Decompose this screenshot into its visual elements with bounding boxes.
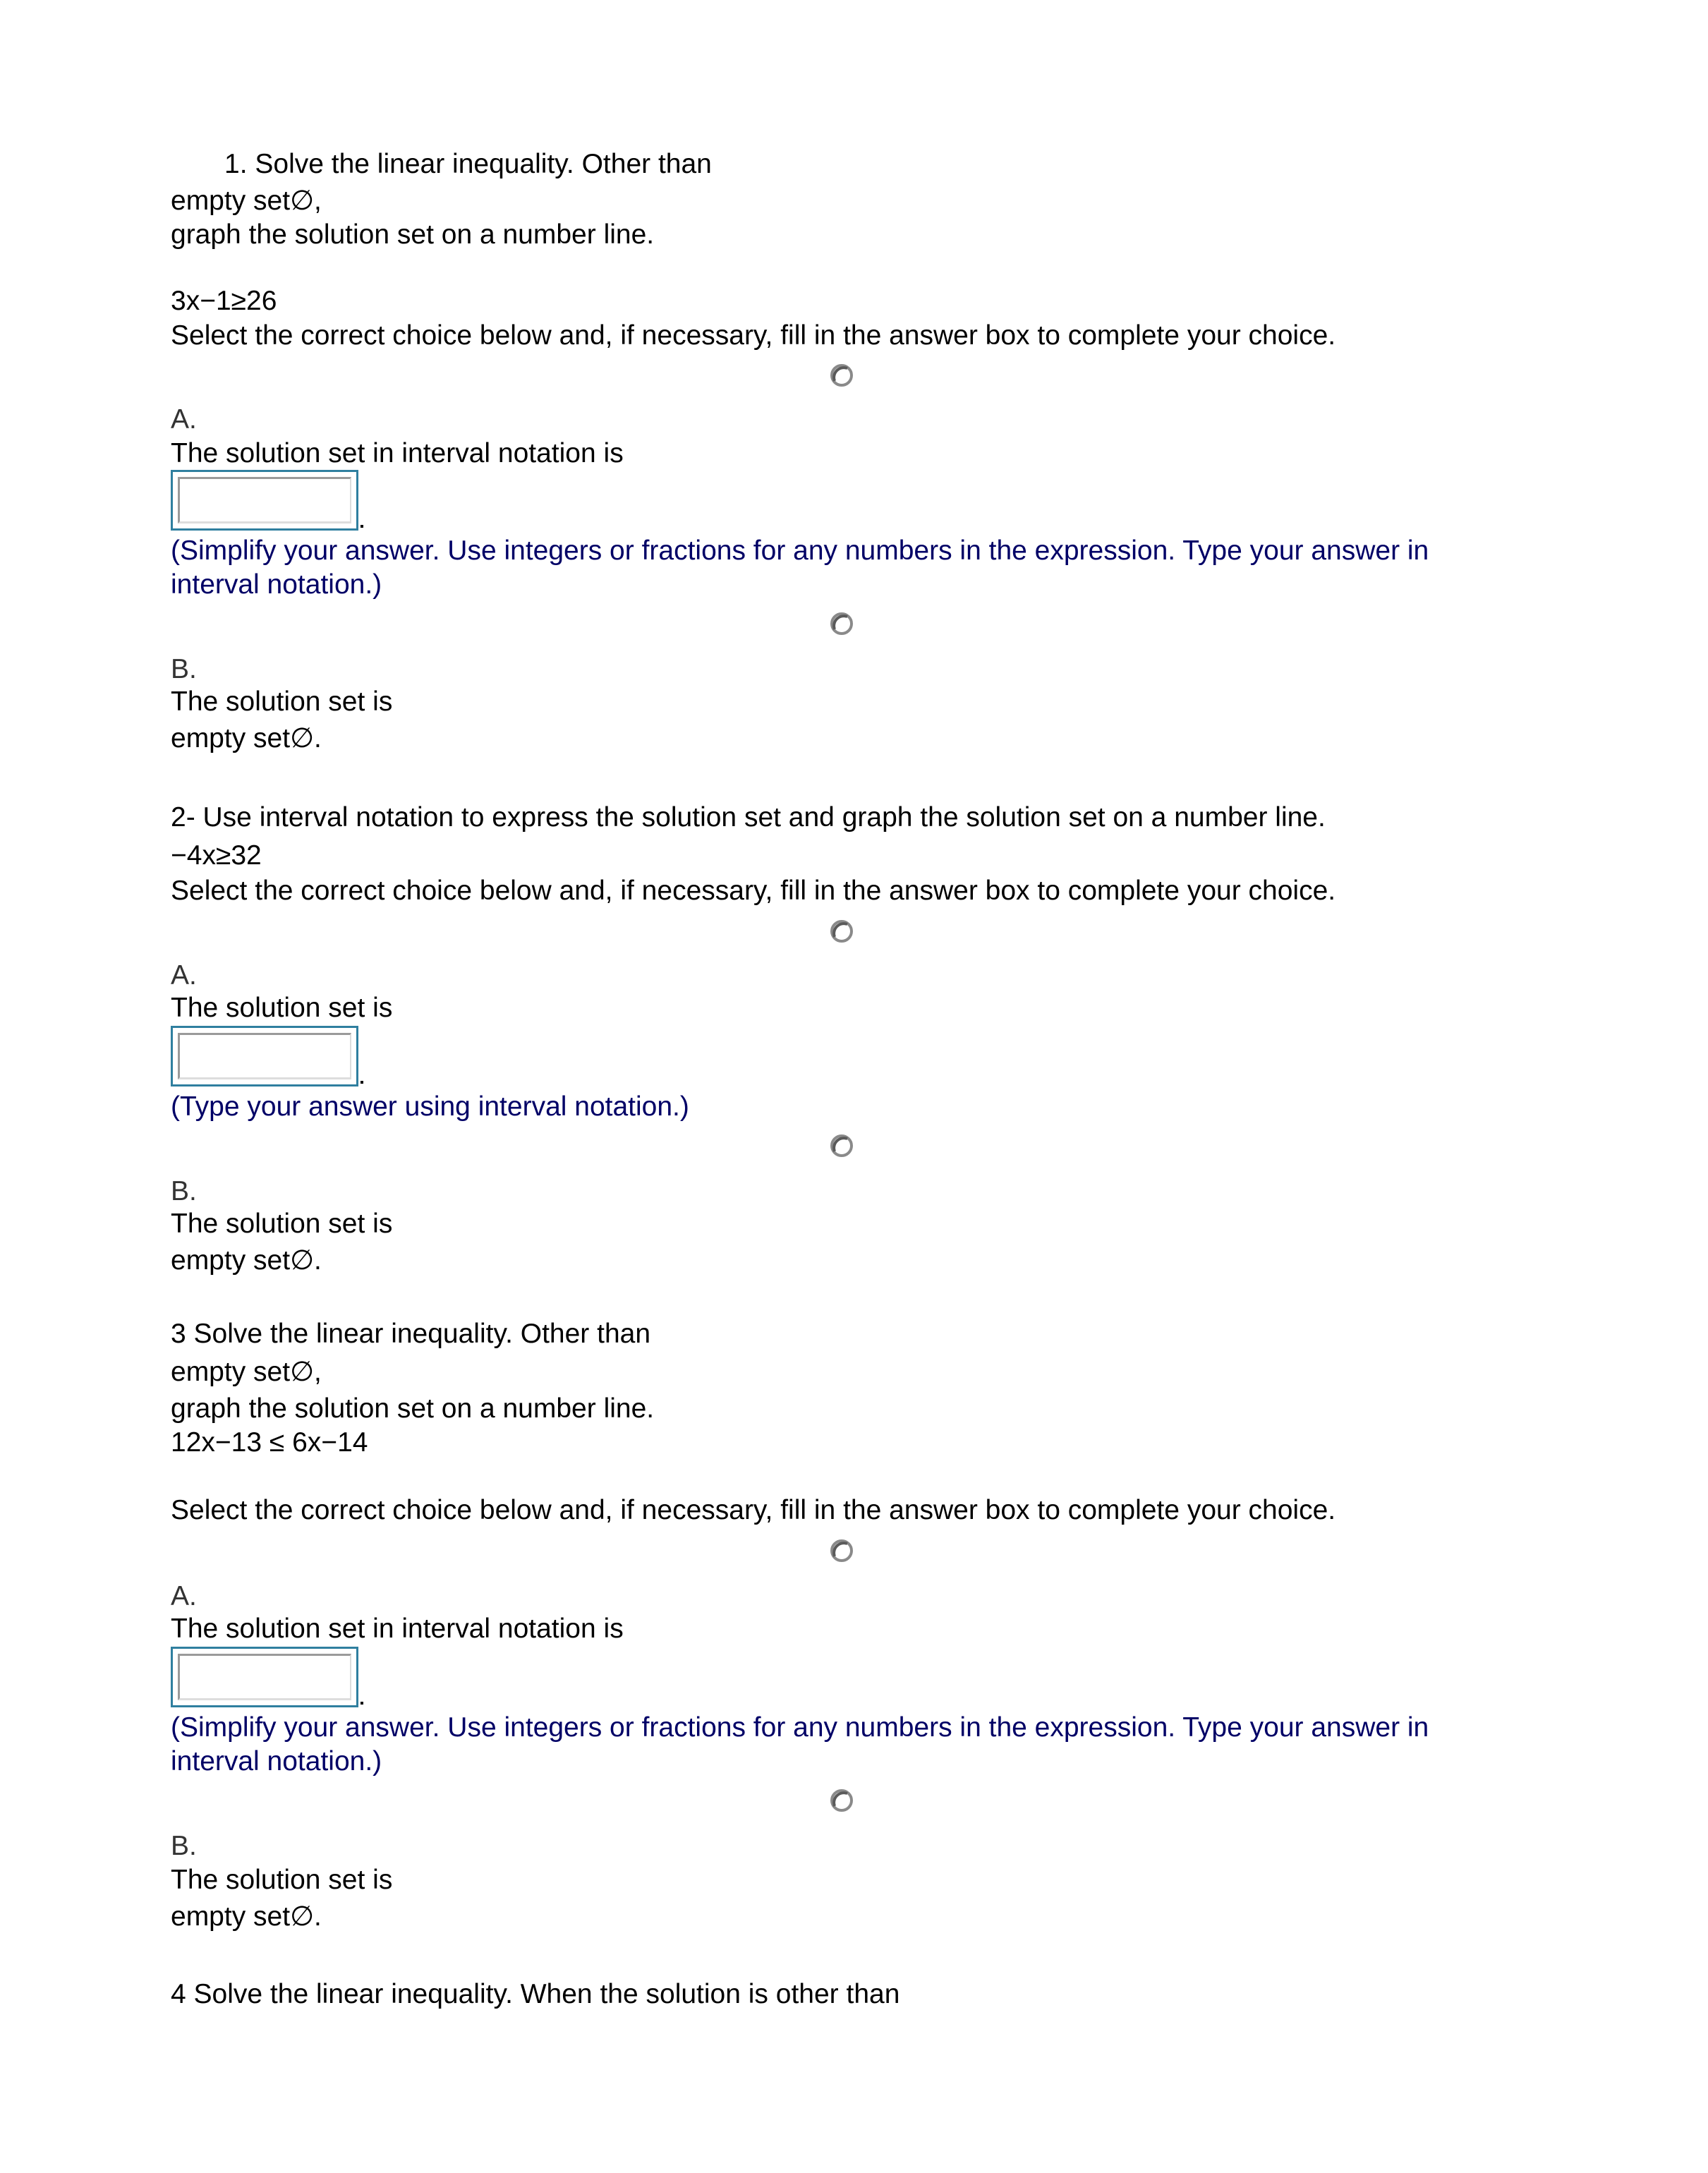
q3-choice-a-letter: A.: [171, 1581, 197, 1611]
q1-prompt-line1: 1. Solve the linear inequality. Other than: [224, 149, 712, 179]
q1-prompt-line3: graph the solution set on a number line.: [171, 219, 655, 250]
q1-choice-b-text: The solution set is: [171, 686, 393, 717]
q2-instruction: Select the correct choice below and, if necessary, fill in the answer box to complete your choice.: [171, 876, 1336, 906]
q2-answer-box[interactable]: [171, 1026, 358, 1086]
q3-instruction: Select the correct choice below and, if necessary, fill in the answer box to complete your choice.: [171, 1495, 1336, 1525]
q3-prompt-line1: 3 Solve the linear inequality. Other than: [171, 1319, 651, 1349]
q1-inequality: 3x−1≥26: [171, 286, 277, 316]
q1-choice-b-value: empty set∅.: [171, 723, 322, 753]
q3-answer-box[interactable]: [171, 1647, 358, 1707]
q3-choice-b-letter: B.: [171, 1831, 197, 1861]
q2-answer-input[interactable]: [180, 1035, 350, 1077]
q2-inequality: −4x≥32: [171, 840, 262, 871]
q2-answer-input-frame: [178, 1033, 351, 1079]
q3-choice-a-hint-line2: interval notation.): [171, 1746, 382, 1776]
q3-prompt-line2: empty set∅,: [171, 1357, 322, 1387]
q2-choice-a-radio-icon[interactable]: [829, 919, 854, 944]
q1-choice-a-radio-icon[interactable]: [829, 363, 854, 388]
q2-choice-a-text: The solution set is: [171, 993, 393, 1023]
q3-answer-input-frame: [178, 1654, 351, 1700]
q3-answer-period: [361, 1702, 363, 1705]
q1-answer-input-frame: [178, 477, 351, 523]
q1-choice-a-text: The solution set in interval notation is: [171, 438, 624, 468]
q1-choice-a-letter: A.: [171, 404, 197, 435]
q1-instruction: Select the correct choice below and, if necessary, fill in the answer box to complete your choice.: [171, 320, 1336, 351]
q1-answer-period: [361, 525, 363, 528]
q3-choice-b-radio-icon[interactable]: [829, 1788, 854, 1813]
q2-answer-period: [361, 1081, 363, 1084]
q3-choice-a-hint-line1: (Simplify your answer. Use integers or fractions for any numbers in the expression. Type your answer in: [171, 1712, 1429, 1743]
q1-choice-b-radio-icon[interactable]: [829, 611, 854, 636]
q1-answer-input[interactable]: [180, 479, 350, 521]
q1-choice-b-letter: B.: [171, 654, 197, 684]
q2-choice-b-letter: B.: [171, 1176, 197, 1206]
q2-choice-a-hint: (Type your answer using interval notation.): [171, 1091, 689, 1122]
q3-choice-b-value: empty set∅.: [171, 1901, 322, 1932]
q2-choice-a-letter: A.: [171, 960, 197, 991]
q3-prompt-line3: graph the solution set on a number line.: [171, 1393, 655, 1424]
q3-inequality: 12x−13 ≤ 6x−14: [171, 1427, 368, 1458]
q3-choice-b-text: The solution set is: [171, 1865, 393, 1895]
q1-choice-a-hint-line1: (Simplify your answer. Use integers or fractions for any numbers in the expression. Type your answer in: [171, 535, 1429, 566]
q3-answer-input[interactable]: [180, 1656, 350, 1698]
q4-prompt: 4 Solve the linear inequality. When the solution is other than: [171, 1979, 900, 2009]
q1-choice-a-hint-line2: interval notation.): [171, 569, 382, 600]
q1-prompt-line2: empty set∅,: [171, 186, 322, 216]
q3-choice-a-text: The solution set in interval notation is: [171, 1614, 624, 1644]
q3-choice-a-radio-icon[interactable]: [829, 1538, 854, 1563]
q2-choice-b-radio-icon[interactable]: [829, 1133, 854, 1158]
q2-prompt: 2- Use interval notation to express the solution set and graph the solution set on a number line.: [171, 802, 1326, 833]
q2-choice-b-text: The solution set is: [171, 1209, 393, 1239]
q2-choice-b-value: empty set∅.: [171, 1245, 322, 1276]
q1-answer-box[interactable]: [171, 470, 358, 531]
